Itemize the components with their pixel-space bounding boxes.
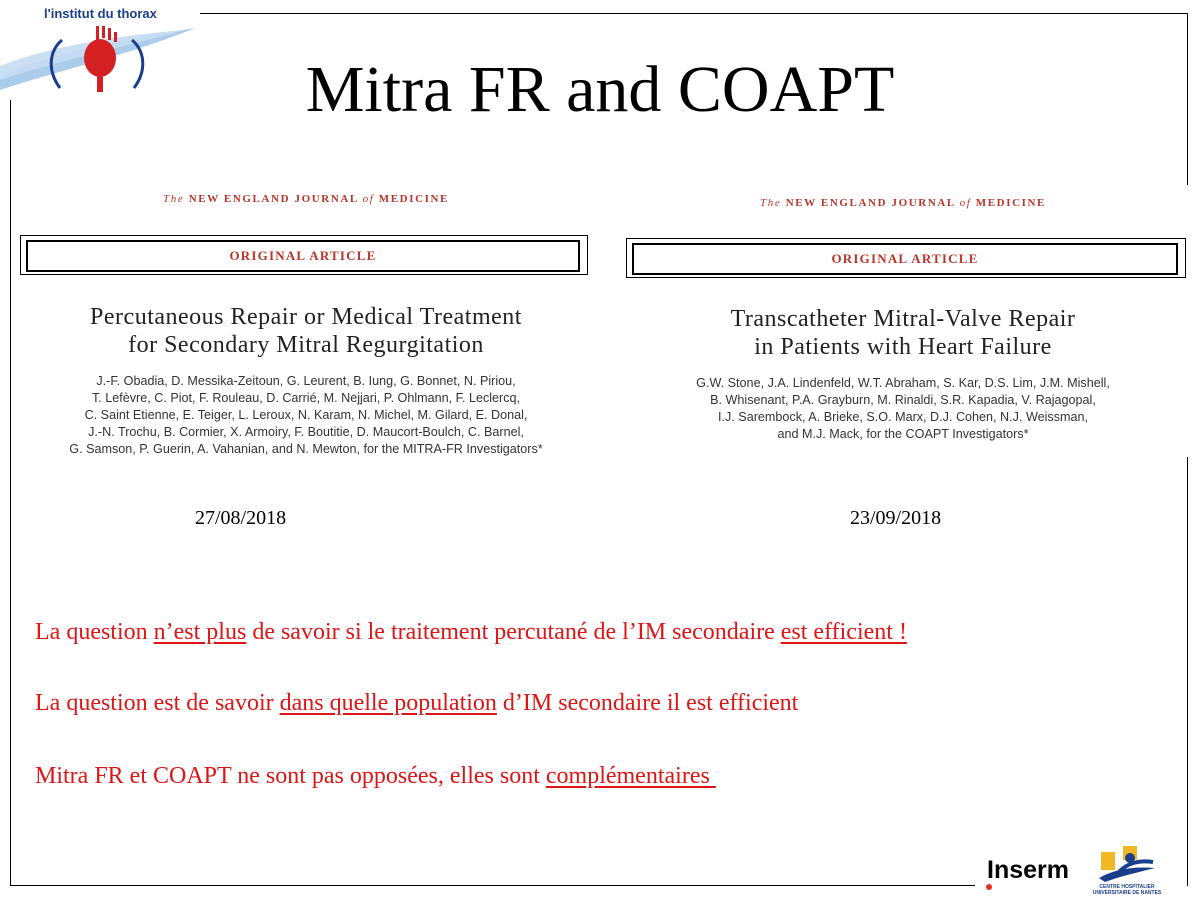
institut-du-thorax-label: l'institut du thorax [44,6,157,21]
statement-text: Mitra FR et COAPT ne sont pas opposées, elles sont [35,763,546,789]
author-line: I.J. Sarembock, A. Brieke, S.O. Marx, D.J. Cohen, N.J. Weissman, [718,410,1088,424]
article-mitra-fr [12,185,600,477]
author-line: G.W. Stone, J.A. Lindenfeld, W.T. Abraham, S. Kar, D.S. Lim, J.M. Mishell, [696,376,1110,390]
article-title-line: for Secondary Mitral Regurgitation [128,332,484,358]
article-title [12,303,600,359]
chu-label-line: UNIVERSITAIRE DE NANTES [1092,890,1162,896]
publication-date-mitra-fr: 27/08/2018 [195,507,287,529]
article-authors [12,373,600,458]
chu-label-line: CENTRE HOSPITALIER [1099,884,1155,890]
article-authors [618,375,1188,443]
author-line: G. Samson, P. Guerin, A. Vahanian, and N. Mewton, for the MITRA-FR Investigators* [69,442,543,456]
journal-name [618,197,1188,209]
statement-emphasis: dans quelle population [279,690,497,716]
statement-emphasis: est efficient ! [780,619,907,645]
author-line: C. Saint Etienne, E. Teiger, L. Leroux, N. Karam, N. Michel, M. Gilard, E. Donal, [84,408,528,422]
author-line: T. Lefèvre, C. Piot, F. Rouleau, D. Carrié, M. Nejjari, P. Ohlmann, F. Leclercq, [91,391,521,405]
statement-text: La question [35,619,154,645]
article-title-line: in Patients with Heart Failure [754,334,1052,360]
article-title-line: Transcatheter Mitral-Valve Repair [730,306,1076,332]
partner-logos [975,840,1187,900]
journal-main: NEW ENGLAND JOURNAL [188,193,359,205]
author-line: J.-F. Obadia, D. Messika-Zeitoun, G. Leurent, B. Iung, G. Bonnet, N. Piriou, [96,374,516,388]
article-title [618,305,1188,361]
author-line: and M.J. Mack, for the COAPT Investigators* [777,427,1029,441]
slide-title: Mitra FR and COAPT [305,53,895,126]
chu-nantes-logo-icon [1095,844,1159,884]
statement-text: La question est de savoir [35,690,280,716]
inserm-dot-icon [986,884,992,890]
section-label: ORIGINAL ARTICLE [26,240,580,272]
statement-emphasis: complémentaires [545,763,716,789]
article-title-line: Percutaneous Repair or Medical Treatment [90,304,522,330]
journal-of: of [959,197,972,209]
publication-date-coapt: 23/09/2018 [850,507,942,529]
inserm-logo: Inserm [987,856,1069,884]
statement-text: d’IM secondaire il est efficient [496,690,799,716]
statement-1 [35,619,907,646]
section-label: ORIGINAL ARTICLE [632,243,1178,275]
author-line: J.-N. Trochu, B. Cormier, X. Armoiry, F. Boutitie, D. Maucort-Boulch, C. Barnel, [88,425,524,439]
journal-suffix: MEDICINE [975,197,1046,209]
statement-3 [35,763,716,790]
author-line: B. Whisenant, P.A. Grayburn, M. Rinaldi, S.R. Kapadia, V. Rajagopal, [710,393,1096,407]
journal-prefix: The [163,193,185,205]
slide-border-left [10,13,11,886]
article-coapt [618,185,1188,457]
journal-of: of [362,193,375,205]
statement-text: de savoir si le traitement percutané de l’IM secondaire [246,619,781,645]
journal-main: NEW ENGLAND JOURNAL [785,197,956,209]
chu-nantes-label [1079,884,1175,896]
journal-name [12,193,600,205]
statement-emphasis: n’est plus [153,619,247,645]
journal-prefix: The [760,197,782,209]
journal-suffix: MEDICINE [378,193,449,205]
statement-2 [35,690,798,717]
